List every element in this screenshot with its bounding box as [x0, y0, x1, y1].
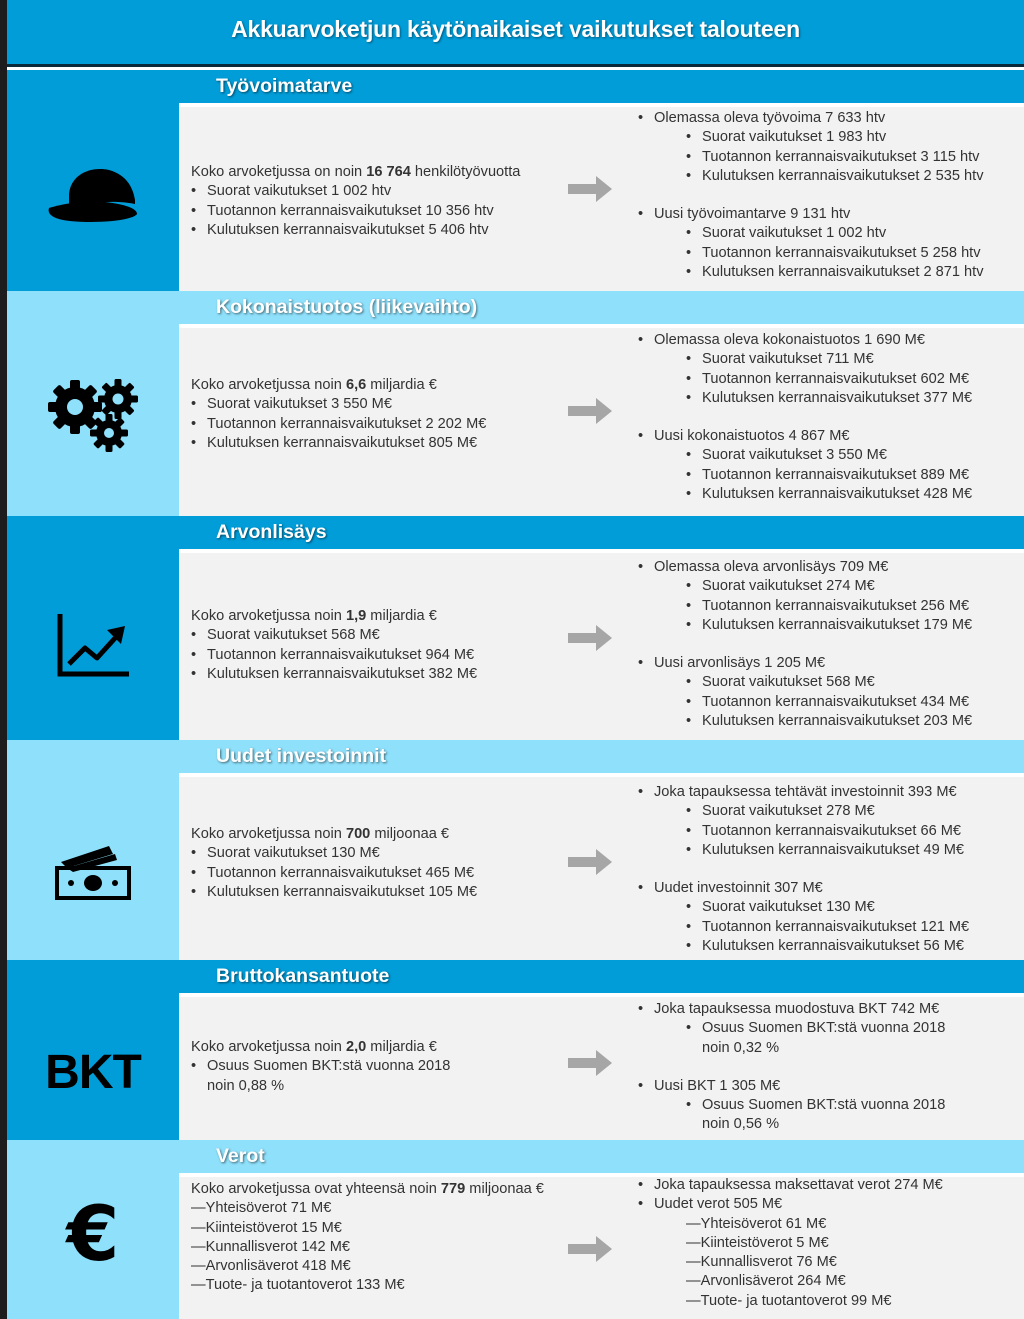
list-item: • Osuus Suomen BKT:stä vuonna 2018	[191, 1057, 450, 1076]
list-item: • Suorat vaikutukset 3 550 M€	[638, 446, 972, 465]
list-item: • Tuotannon kerrannaisvaikutukset 465 M€	[191, 864, 477, 883]
section-title: Arvonlisäys	[216, 521, 327, 543]
list-item: • Tuotannon kerrannaisvaikutukset 602 M€	[638, 370, 972, 389]
list-item: —Tuote- ja tuotantoverot 133 M€	[191, 1277, 405, 1294]
list-item: • Suorat vaikutukset 711 M€	[638, 350, 972, 369]
list-item-continued: noin 0,32 %	[702, 1039, 780, 1056]
summary-intro: Koko arvoketjussa noin 2,0 miljardia €	[191, 1039, 437, 1055]
left-summary	[191, 376, 486, 453]
section-verot	[7, 1140, 1024, 1319]
page-title: Akkuarvoketjun käytönaikaiset vaikutukset talouteen	[231, 16, 800, 42]
list-item: —Arvonlisäverot 264 M€	[686, 1273, 846, 1290]
detail-group-label: • Joka tapauksessa maksettavat verot 274 M€	[638, 1176, 943, 1195]
list-item: • Kulutuksen kerrannaisvaikutukset 203 M€	[638, 712, 972, 731]
list-item: —Kunnallisverot 76 M€	[686, 1254, 837, 1271]
title-bar	[7, 0, 1024, 67]
list-item: • Suorat vaikutukset 3 550 M€	[191, 395, 486, 414]
list-item: • Kulutuksen kerrannaisvaikutukset 105 M€	[191, 883, 477, 902]
detail-group-label: • Olemassa oleva kokonaistuotos 1 690 M€	[638, 331, 972, 350]
section-bkt	[7, 960, 1024, 1140]
list-item: • Kulutuksen kerrannaisvaikutukset 49 M€	[638, 841, 969, 860]
section-icon-panel	[7, 70, 179, 291]
list-item: • Osuus Suomen BKT:stä vuonna 2018	[638, 1019, 945, 1038]
section-header	[179, 740, 1024, 773]
list-item: • Suorat vaikutukset 1 983 htv	[638, 128, 984, 147]
section-title: Uudet investoinnit	[216, 745, 387, 767]
list-item: • Tuotannon kerrannaisvaikutukset 434 M€	[638, 693, 972, 712]
list-item: • Suorat vaikutukset 130 M€	[191, 844, 477, 863]
list-item: • Tuotannon kerrannaisvaikutukset 121 M€	[638, 918, 969, 937]
list-item-continued: noin 0,88 %	[207, 1077, 285, 1094]
list-item: —Arvonlisäverot 418 M€	[191, 1258, 351, 1275]
summary-intro: Koko arvoketjussa noin 6,6 miljardia €	[191, 377, 437, 393]
section-investoinnit	[7, 740, 1024, 960]
list-item: —Yhteisöverot 61 M€	[686, 1215, 827, 1232]
list-item: • Suorat vaikutukset 568 M€	[638, 673, 972, 692]
list-item: • Kulutuksen kerrannaisvaikutukset 2 871 htv	[638, 263, 984, 282]
list-item: —Kiinteistöverot 15 M€	[191, 1219, 342, 1236]
list-item: • Tuotannon kerrannaisvaikutukset 66 M€	[638, 822, 969, 841]
right-details	[638, 109, 984, 282]
list-item: —Yhteisöverot 71 M€	[191, 1200, 332, 1217]
list-item: • Tuotannon kerrannaisvaikutukset 2 202 M€	[191, 415, 486, 434]
left-summary	[191, 1180, 544, 1296]
list-item: • Kulutuksen kerrannaisvaikutukset 382 M€	[191, 665, 477, 684]
section-header	[179, 70, 1024, 103]
section-body	[179, 777, 1024, 960]
list-item: • Suorat vaikutukset 130 M€	[638, 898, 969, 917]
section-icon-panel	[7, 516, 179, 740]
arrow-right-icon	[568, 1236, 612, 1262]
list-item: • Suorat vaikutukset 568 M€	[191, 626, 477, 645]
list-item: • Tuotannon kerrannaisvaikutukset 5 258 htv	[638, 244, 984, 263]
euro-icon: €	[66, 1189, 120, 1278]
money-icon	[7, 840, 179, 904]
section-body	[179, 107, 1024, 291]
summary-intro: Koko arvoketjussa noin 700 miljoonaa €	[191, 826, 450, 842]
detail-group-label: • Uusi työvoimantarve 9 131 htv	[638, 205, 984, 224]
bkt-icon: BKT	[45, 1045, 141, 1099]
summary-intro: Koko arvoketjussa noin 1,9 miljardia €	[191, 608, 437, 624]
list-item: • Kulutuksen kerrannaisvaikutukset 428 M€	[638, 485, 972, 504]
list-item: —Tuote- ja tuotantoverot 99 M€	[686, 1292, 892, 1309]
section-body	[179, 553, 1024, 740]
detail-group-label: • Uusi BKT 1 305 M€	[638, 1077, 945, 1096]
detail-group-label: • Uusi arvonlisäys 1 205 M€	[638, 654, 972, 673]
list-item: • Tuotannon kerrannaisvaikutukset 889 M€	[638, 466, 972, 485]
detail-group-label: • Olemassa oleva arvonlisäys 709 M€	[638, 558, 972, 577]
gears-icon	[7, 375, 179, 455]
list-item: • Kulutuksen kerrannaisvaikutukset 5 406 htv	[191, 221, 520, 240]
arrow-right-icon	[568, 1050, 612, 1076]
list-item: • Tuotannon kerrannaisvaikutukset 964 M€	[191, 646, 477, 665]
section-icon-panel	[7, 1140, 179, 1319]
section-title: Työvoimatarve	[216, 75, 353, 97]
left-summary	[191, 1038, 450, 1096]
right-details	[638, 558, 972, 731]
list-item: • Osuus Suomen BKT:stä vuonna 2018	[638, 1096, 945, 1115]
section-tyovoimatarve	[7, 70, 1024, 291]
section-icon-panel	[7, 740, 179, 960]
list-item: • Suorat vaikutukset 1 002 htv	[638, 224, 984, 243]
list-item: • Suorat vaikutukset 1 002 htv	[191, 182, 520, 201]
list-item: • Tuotannon kerrannaisvaikutukset 10 356 htv	[191, 202, 520, 221]
section-title: Kokonaistuotos (liikevaihto)	[216, 296, 478, 318]
list-item: —Kiinteistöverot 5 M€	[686, 1234, 829, 1251]
arrow-right-icon	[568, 398, 612, 424]
section-header	[179, 960, 1024, 993]
section-body	[179, 997, 1024, 1140]
section-body	[179, 328, 1024, 516]
right-details	[638, 783, 969, 956]
section-header	[179, 291, 1024, 324]
section-header	[179, 516, 1024, 549]
list-item: • Kulutuksen kerrannaisvaikutukset 56 M€	[638, 937, 969, 956]
list-item-continued: noin 0,56 %	[702, 1116, 780, 1133]
list-item: —Kunnallisverot 142 M€	[191, 1238, 350, 1255]
section-title: Bruttokansantuote	[216, 965, 390, 987]
right-details	[638, 331, 972, 504]
section-title: Verot	[216, 1145, 265, 1167]
detail-group-label: • Joka tapauksessa tehtävät investoinnit 393 M€	[638, 783, 969, 802]
section-body	[179, 1177, 1024, 1319]
list-item: • Kulutuksen kerrannaisvaikutukset 179 M€	[638, 616, 972, 635]
list-item: • Suorat vaikutukset 278 M€	[638, 802, 969, 821]
arrow-right-icon	[568, 176, 612, 202]
section-header	[179, 1140, 1024, 1173]
left-edge	[0, 0, 7, 1319]
section-icon-panel	[7, 960, 179, 1140]
detail-group-label: • Joka tapauksessa muodostuva BKT 742 M€	[638, 1000, 945, 1019]
summary-intro: Koko arvoketjussa ovat yhteensä noin 779 miljoonaa €	[191, 1181, 544, 1197]
right-details	[638, 1176, 943, 1311]
list-item: • Tuotannon kerrannaisvaikutukset 256 M€	[638, 597, 972, 616]
hard-hat-icon	[7, 160, 179, 230]
detail-group-label: • Uudet verot 505 M€	[638, 1195, 943, 1214]
arrow-right-icon	[568, 625, 612, 651]
list-item: • Kulutuksen kerrannaisvaikutukset 377 M€	[638, 389, 972, 408]
left-summary	[191, 163, 520, 240]
arrow-right-icon	[568, 849, 612, 875]
list-item: • Suorat vaikutukset 274 M€	[638, 577, 972, 596]
list-item: • Tuotannon kerrannaisvaikutukset 3 115 htv	[638, 148, 984, 167]
section-icon-panel	[7, 291, 179, 516]
left-summary	[191, 607, 477, 684]
section-kokonaistuotos	[7, 291, 1024, 516]
section-arvonlisays	[7, 516, 1024, 740]
list-item: • Kulutuksen kerrannaisvaikutukset 805 M€	[191, 434, 486, 453]
detail-group-label: • Olemassa oleva työvoima 7 633 htv	[638, 109, 984, 128]
detail-group-label: • Uusi kokonaistuotos 4 867 M€	[638, 427, 972, 446]
right-details	[638, 1000, 945, 1135]
list-item: • Kulutuksen kerrannaisvaikutukset 2 535 htv	[638, 167, 984, 186]
left-summary	[191, 825, 477, 902]
line-chart-icon	[7, 610, 179, 680]
summary-intro: Koko arvoketjussa on noin 16 764 henkilötyövuotta	[191, 164, 521, 180]
detail-group-label: • Uudet investoinnit 307 M€	[638, 879, 969, 898]
